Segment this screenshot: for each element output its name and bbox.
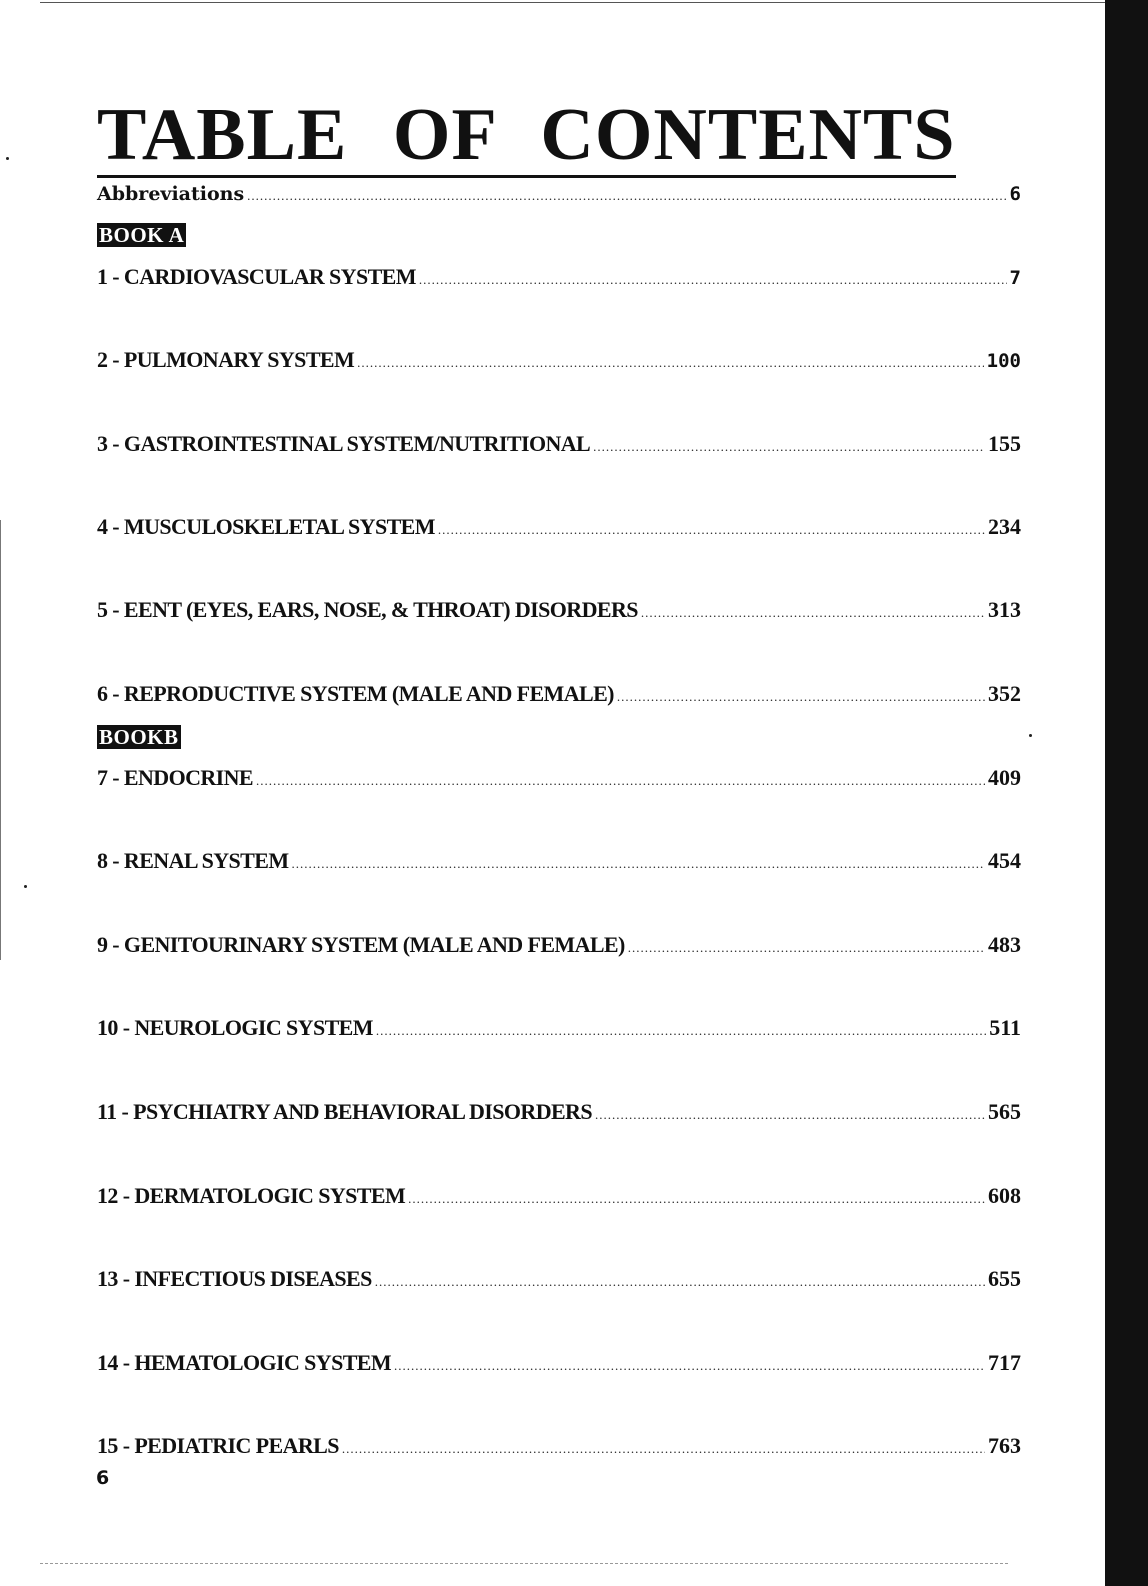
toc-entry-label: 14 - HEMATOLOGIC SYSTEM: [97, 1350, 392, 1375]
toc-entry-chapter-6[interactable]: [97, 681, 1021, 710]
toc-entry-page: 313: [988, 597, 1021, 622]
toc-entry-chapter-3[interactable]: [97, 431, 1021, 460]
scan-speck: [24, 885, 27, 888]
toc-entry-label: 2 - PULMONARY SYSTEM: [97, 347, 355, 372]
toc-entry-chapter-11[interactable]: [97, 1099, 1021, 1128]
scan-top-edge: [40, 2, 1118, 3]
page-number: 6: [96, 1467, 110, 1489]
toc-entry-label: 4 - MUSCULOSKELETAL SYSTEM: [97, 514, 435, 539]
toc-entry-page: 7: [1009, 267, 1021, 289]
toc-entry-chapter-9[interactable]: [97, 932, 1021, 961]
dot-leader: [342, 1436, 985, 1462]
scan-speck: [6, 157, 9, 160]
dot-leader: [408, 1186, 985, 1212]
scan-left-edge: [0, 520, 4, 960]
dot-leader: [376, 1018, 986, 1044]
toc-entry-page: 608: [988, 1183, 1021, 1208]
toc-entry-label: 11 - PSYCHIATRY AND BEHAVIORAL DISORDERS: [97, 1099, 592, 1124]
toc-entry-label: 15 - PEDIATRIC PEARLS: [97, 1433, 339, 1458]
toc-entry-chapter-2[interactable]: [97, 347, 1021, 376]
toc-entry-chapter-8[interactable]: [97, 848, 1021, 877]
toc-entry-page: 565: [988, 1099, 1021, 1124]
scan-bottom-edge: [40, 1563, 1008, 1565]
toc-entry-page: 763: [988, 1433, 1021, 1458]
toc-entry-label: 7 - ENDOCRINE: [97, 765, 253, 790]
toc-entry-label: 13 - INFECTIOUS DISEASES: [97, 1266, 372, 1291]
toc-entry-chapter-5[interactable]: [97, 597, 1021, 626]
toc-entry-label: 3 - GASTROINTESTINAL SYSTEM/NUTRITIONAL: [97, 431, 591, 456]
dot-leader: [628, 935, 985, 961]
toc-entry-label: Abbreviations: [97, 183, 245, 205]
toc-entry-chapter-10[interactable]: [97, 1015, 1021, 1044]
toc-entry-label: 10 - NEUROLOGIC SYSTEM: [97, 1015, 373, 1040]
toc-entry-label: 6 - REPRODUCTIVE SYSTEM (MALE AND FEMALE): [97, 681, 614, 706]
toc-entry-page: 483: [988, 932, 1021, 957]
dot-leader: [593, 434, 985, 460]
toc-entry-page: 155: [988, 431, 1021, 456]
toc-entry-page: 234: [988, 514, 1021, 539]
toc-entry-abbreviations[interactable]: [97, 181, 1021, 209]
toc-entry-chapter-13[interactable]: [97, 1266, 1021, 1295]
dot-leader: [375, 1269, 985, 1295]
dot-leader: [595, 1102, 985, 1128]
toc-entry-page: 409: [988, 765, 1021, 790]
toc-entry-chapter-4[interactable]: [97, 514, 1021, 543]
toc-entry-page: 655: [988, 1266, 1021, 1291]
scan-right-border: [1105, 0, 1148, 1586]
dot-leader: [357, 350, 984, 376]
toc-entry-label: 5 - EENT (EYES, EARS, NOSE, & THROAT) DISORDERS: [97, 597, 638, 622]
toc-entry-label: 8 - RENAL SYSTEM: [97, 848, 289, 873]
dot-leader: [438, 517, 985, 543]
dot-leader: [247, 183, 1006, 209]
book-b-header: BOOKB: [99, 725, 179, 749]
toc-entry-label: 12 - DERMATOLOGIC SYSTEM: [97, 1183, 406, 1208]
dot-leader: [617, 684, 985, 710]
dot-leader: [394, 1353, 985, 1379]
toc-entry-page: 352: [988, 681, 1021, 706]
toc-entry-chapter-12[interactable]: [97, 1183, 1021, 1212]
dot-leader: [256, 768, 985, 794]
scan-speck: [1029, 734, 1032, 737]
toc-entry-chapter-15[interactable]: [97, 1433, 1021, 1462]
toc-entry-page: 717: [988, 1350, 1021, 1375]
toc-entry-chapter-7[interactable]: [97, 765, 1021, 794]
toc-entry-label: 1 - CARDIOVASCULAR SYSTEM: [97, 264, 416, 289]
toc-entry-chapter-1[interactable]: [97, 264, 1021, 293]
toc-entry-page: 100: [986, 350, 1021, 372]
toc-entry-page: 454: [988, 848, 1021, 873]
dot-leader: [641, 600, 985, 626]
toc-entry-page: 511: [989, 1015, 1021, 1040]
toc-entry-chapter-14[interactable]: [97, 1350, 1021, 1379]
book-a-header: BOOK A: [99, 223, 185, 247]
toc-entry-page: 6: [1009, 183, 1021, 205]
page-title: TABLE OF CONTENTS: [97, 94, 956, 176]
dot-leader: [292, 851, 986, 877]
dot-leader: [419, 267, 1007, 293]
toc-entry-label: 9 - GENITOURINARY SYSTEM (MALE AND FEMALE): [97, 932, 625, 957]
